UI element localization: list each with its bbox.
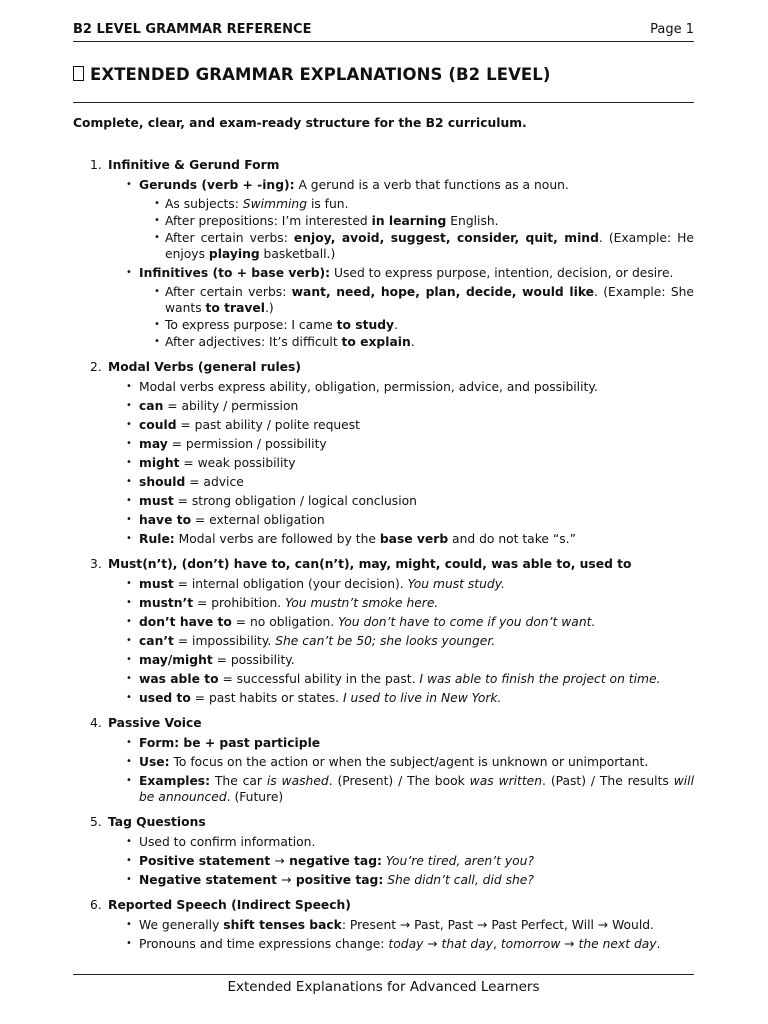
bullet-list (108, 379, 694, 547)
example: tomorrow → the next day (500, 937, 657, 951)
example: You must study. (407, 577, 505, 591)
example: She can’t be 50; she looks younger. (275, 634, 496, 648)
list-item (108, 474, 694, 490)
document-title: EXTENDED GRAMMAR EXPLANATIONS (B2 LEVEL) (90, 65, 551, 84)
section-heading: Reported Speech (Indirect Speech) (108, 898, 351, 912)
section-number: 1. (90, 158, 102, 172)
section-heading: Must(n’t), (don’t) have to, can(n’t), may, might, could, was able to, used to (108, 557, 632, 571)
item-text: To focus on the action or when the subject/agent is unknown or unimportant. (169, 755, 649, 769)
sub-item (139, 213, 694, 229)
sub-item (139, 334, 694, 350)
document-title-block (73, 65, 694, 103)
text: The car (210, 774, 267, 788)
item-text: Used to express purpose, intention, decision, or desire. (330, 266, 674, 280)
example: Swimming (242, 197, 308, 211)
text: basketball.) (259, 247, 336, 261)
keyword: playing (208, 247, 260, 261)
section-heading: Infinitive & Gerund Form (108, 158, 280, 172)
section-passive-voice (73, 715, 694, 805)
example: I used to live in New York. (342, 691, 502, 705)
keyword: don’t have to (139, 615, 232, 629)
item-text: Used to confirm information. (139, 835, 316, 849)
list-item (108, 834, 694, 850)
list-item (108, 671, 694, 687)
item-label: Gerunds (verb + -ing): (139, 178, 295, 192)
bullet-list (108, 177, 694, 350)
item-text: = possibility. (212, 653, 295, 667)
item-label: Infinitives (to + base verb): (139, 266, 331, 280)
list-item (108, 595, 694, 611)
bullet-list (108, 917, 694, 952)
text: : Present → Past, Past → Past Perfect, Will → Would. (341, 918, 654, 932)
keyword: must (139, 577, 174, 591)
keyword: to study (336, 318, 395, 332)
text: . (Example: He enjoys (165, 231, 694, 261)
text: To express purpose: I came (165, 318, 337, 332)
page-footer: Extended Explanations for Advanced Learners (73, 974, 694, 995)
sub-item (139, 196, 694, 212)
keyword: have to (139, 513, 192, 527)
text: As subjects: (165, 197, 243, 211)
item-label: Form: be + past participle (139, 736, 321, 750)
list-item (108, 177, 694, 262)
sub-item (139, 230, 694, 262)
text: . (410, 335, 415, 349)
section-heading: Modal Verbs (general rules) (108, 360, 301, 374)
sub-item (139, 317, 694, 333)
example: You mustn’t smoke here. (285, 596, 439, 610)
list-item (108, 417, 694, 433)
example: is washed (266, 774, 329, 788)
list-item (108, 614, 694, 630)
item-text: = prohibition. (193, 596, 286, 610)
sub-item (139, 284, 694, 316)
keyword: shift tenses back (223, 918, 342, 932)
keyword: to travel (205, 301, 265, 315)
keyword: could (139, 418, 177, 432)
item-text: = permission / possibility (167, 437, 327, 451)
section-modals-detail (73, 556, 694, 706)
item-text: = internal obligation (your decision). (173, 577, 408, 591)
keyword: base verb (379, 532, 449, 546)
section-number: 2. (90, 360, 102, 374)
example: She didn’t call, did she? (387, 873, 534, 887)
list-item (108, 512, 694, 528)
list-item (108, 773, 694, 805)
keyword: may (139, 437, 168, 451)
text: Pronouns and time expressions change: (139, 937, 389, 951)
text: Modal verbs are followed by the (174, 532, 380, 546)
text: . (Present) / The book (328, 774, 470, 788)
section-list (73, 157, 694, 952)
section-heading: Passive Voice (108, 716, 202, 730)
example: will be announced (139, 774, 694, 804)
section-number: 3. (90, 557, 102, 571)
list-item (108, 398, 694, 414)
list-item (108, 872, 694, 888)
keyword: was able to (139, 672, 219, 686)
section-modal-verbs (73, 359, 694, 547)
item-text: = strong obligation / logical conclusion (173, 494, 417, 508)
keyword: used to (139, 691, 191, 705)
item-text: = weak possibility (179, 456, 296, 470)
item-text: = external obligation (191, 513, 325, 527)
item-label: Positive statement (139, 854, 275, 868)
keyword: must (139, 494, 174, 508)
item-text: A gerund is a verb that functions as a noun. (294, 178, 569, 192)
missing-glyph-icon (73, 66, 84, 81)
section-tag-questions (73, 814, 694, 888)
example: I was able to finish the project on time. (419, 672, 661, 686)
text: . (Example: She wants (165, 285, 694, 315)
section-number: 6. (90, 898, 102, 912)
example: You don’t have to come if you don’t want. (338, 615, 596, 629)
grammar-content (73, 157, 694, 961)
text: , (493, 937, 501, 951)
item-text: = successful ability in the past. (218, 672, 420, 686)
text: and do not take “s.” (448, 532, 576, 546)
example: You’re tired, aren’t you? (385, 854, 534, 868)
keyword: want, need, hope, plan, decide, would like (291, 285, 595, 299)
list-item (108, 493, 694, 509)
section-infinitive-gerund (73, 157, 694, 350)
keyword: should (139, 475, 186, 489)
list-item (108, 531, 694, 547)
list-item (108, 633, 694, 649)
item-text: = past habits or states. (190, 691, 343, 705)
section-heading: Tag Questions (108, 815, 206, 829)
list-item (108, 265, 694, 350)
item-text: = past ability / polite request (176, 418, 360, 432)
list-item (108, 735, 694, 751)
list-item (108, 936, 694, 952)
item-text: = advice (185, 475, 244, 489)
section-reported-speech (73, 897, 694, 952)
item-text: = impossibility. (173, 634, 276, 648)
list-item (108, 436, 694, 452)
list-item (108, 652, 694, 668)
item-label: negative tag: (284, 854, 382, 868)
list-item (108, 754, 694, 770)
intro-text: Complete, clear, and exam-ready structure for the B2 curriculum. (73, 116, 527, 130)
arrow-icon: → (281, 873, 292, 887)
list-item (108, 917, 694, 933)
text: English. (446, 214, 499, 228)
keyword: can (139, 399, 164, 413)
bullet-list (108, 576, 694, 706)
keyword: to explain (341, 335, 411, 349)
list-item (108, 455, 694, 471)
keyword: might (139, 456, 180, 470)
text: . (656, 937, 661, 951)
bullet-list (108, 735, 694, 805)
list-item (108, 576, 694, 592)
item-label: Negative statement (139, 873, 282, 887)
item-label: Use: (139, 755, 170, 769)
text: We generally (139, 918, 224, 932)
text: After prepositions: I’m interested (165, 214, 372, 228)
section-number: 5. (90, 815, 102, 829)
text: . (Future) (226, 790, 284, 804)
item-text: = no obligation. (231, 615, 339, 629)
keyword: mustn’t (139, 596, 194, 610)
list-item (108, 690, 694, 706)
item-label: positive tag: (291, 873, 384, 887)
item-label: Examples: (139, 774, 211, 788)
page-number: Page 1 (650, 22, 694, 37)
item-text: = ability / permission (163, 399, 299, 413)
text: . (394, 318, 398, 332)
example: was written (469, 774, 543, 788)
text: After certain verbs: (165, 285, 292, 299)
keyword: can’t (139, 634, 174, 648)
arrow-icon: → (274, 854, 285, 868)
text: After adjectives: It’s difficult (165, 335, 342, 349)
text: is fun. (307, 197, 349, 211)
header-title: B2 LEVEL GRAMMAR REFERENCE (73, 22, 312, 37)
list-item (108, 853, 694, 869)
example: today → that day (388, 937, 494, 951)
keyword: enjoy, avoid, suggest, consider, quit, mind (293, 231, 599, 245)
text: After certain verbs: (165, 231, 294, 245)
keyword: in learning (371, 214, 447, 228)
item-text: Modal verbs express ability, obligation, permission, advice, and possibility. (139, 380, 598, 394)
section-number: 4. (90, 716, 102, 730)
keyword: may/might (139, 653, 213, 667)
item-label: Rule: (139, 532, 175, 546)
text: .) (264, 301, 274, 315)
text: . (Past) / The results (542, 774, 674, 788)
list-item (108, 379, 694, 395)
sub-list (139, 196, 694, 262)
page-header (73, 22, 694, 42)
sub-list (139, 284, 694, 350)
bullet-list (108, 834, 694, 888)
